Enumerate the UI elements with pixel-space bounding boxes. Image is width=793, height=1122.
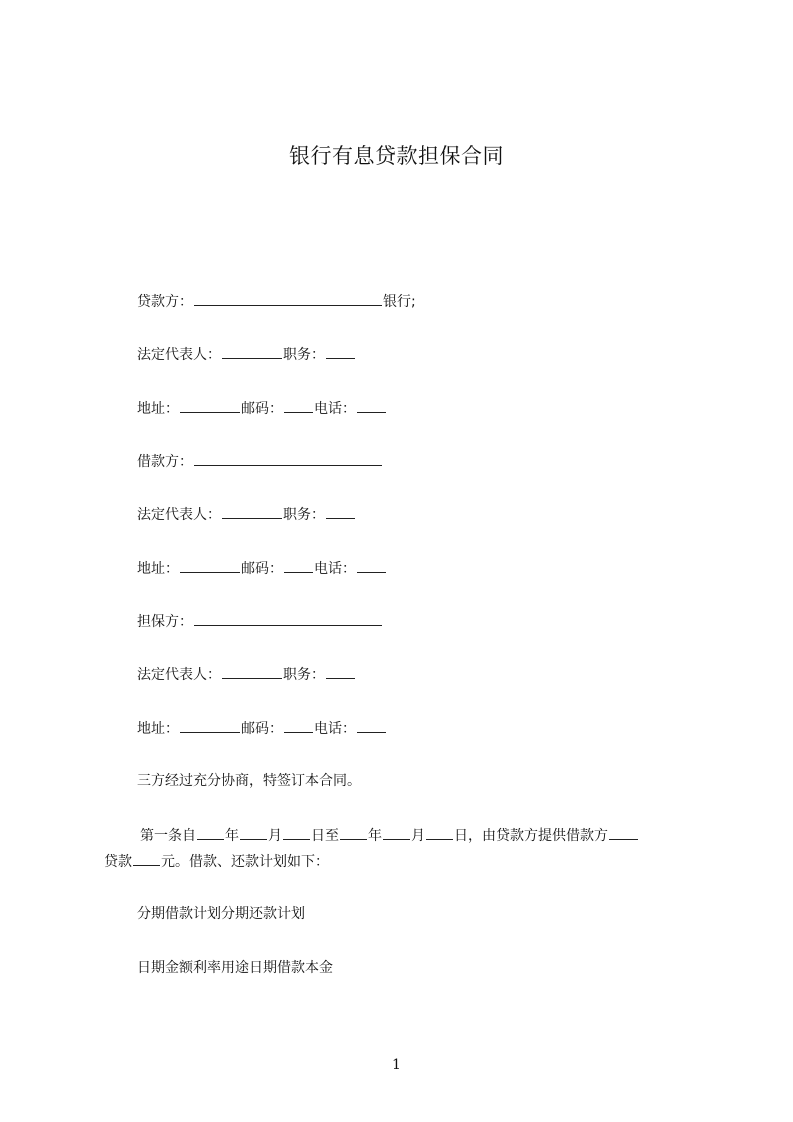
table-heading: 日期金额利率用途日期借款本金 bbox=[137, 960, 333, 976]
borrower-address-blank[interactable] bbox=[180, 558, 240, 573]
article1-month1: 月 bbox=[268, 828, 282, 844]
lender-phone-label: 电话： bbox=[314, 401, 356, 417]
lender-postcode-label: 邮码： bbox=[241, 401, 283, 417]
article1-yuan-tail: 元。借款、还款计划如下： bbox=[161, 854, 329, 870]
lender-line bbox=[137, 291, 416, 312]
plan-heading: 分期借款计划分期还款计划 bbox=[137, 906, 305, 922]
start-year-blank[interactable] bbox=[197, 825, 224, 840]
borrower-rep-label: 法定代表人： bbox=[137, 507, 221, 523]
guarantor-rep-label: 法定代表人： bbox=[137, 667, 221, 683]
document-title: 银行有息贷款担保合同 bbox=[289, 144, 504, 168]
page-number: 1 bbox=[392, 1057, 401, 1073]
lender-address-label: 地址： bbox=[137, 401, 179, 417]
lender-rep-blank[interactable] bbox=[222, 344, 282, 359]
guarantor-label: 担保方： bbox=[137, 614, 193, 630]
article1-line2 bbox=[104, 851, 329, 872]
article1-line1 bbox=[140, 825, 639, 846]
borrower-name-blank[interactable] bbox=[194, 451, 382, 466]
borrower-postcode-blank[interactable] bbox=[284, 558, 313, 573]
guarantor-position-blank[interactable] bbox=[326, 664, 355, 679]
guarantor-phone-blank[interactable] bbox=[357, 718, 386, 733]
guarantor-phone-label: 电话： bbox=[314, 721, 356, 737]
borrower-postcode-label: 邮码： bbox=[241, 561, 283, 577]
end-day-blank[interactable] bbox=[426, 825, 453, 840]
article1-year2: 年 bbox=[368, 828, 382, 844]
lender-suffix: 银行; bbox=[383, 294, 416, 310]
borrower-line bbox=[137, 451, 383, 472]
lender-address-blank[interactable] bbox=[180, 398, 240, 413]
lender-phone-blank[interactable] bbox=[357, 398, 386, 413]
article1-prefix: 第一条自 bbox=[140, 828, 196, 844]
guarantor-position-label: 职务： bbox=[283, 667, 325, 683]
article1-loan: 贷款 bbox=[104, 854, 132, 870]
article1-year1: 年 bbox=[225, 828, 239, 844]
article1-month2: 月 bbox=[411, 828, 425, 844]
lender-label: 贷款方： bbox=[137, 294, 193, 310]
lender-postcode-blank[interactable] bbox=[284, 398, 313, 413]
borrower-position-blank[interactable] bbox=[326, 504, 355, 519]
end-month-blank[interactable] bbox=[383, 825, 410, 840]
borrower-phone-label: 电话： bbox=[314, 561, 356, 577]
borrower-label: 借款方： bbox=[137, 454, 193, 470]
agreement-text: 三方经过充分协商，特签订本合同。 bbox=[137, 773, 361, 789]
guarantor-name-blank[interactable] bbox=[194, 611, 382, 626]
borrower-rep-line bbox=[137, 504, 356, 525]
lender-position-blank[interactable] bbox=[326, 344, 355, 359]
borrower-address-label: 地址： bbox=[137, 561, 179, 577]
guarantor-address-line bbox=[137, 718, 387, 739]
guarantor-postcode-blank[interactable] bbox=[284, 718, 313, 733]
guarantor-rep-blank[interactable] bbox=[222, 664, 282, 679]
guarantor-rep-line bbox=[137, 664, 356, 685]
lender-rep-line bbox=[137, 344, 356, 365]
lender-address-line bbox=[137, 398, 387, 419]
loan-type-blank[interactable] bbox=[609, 825, 638, 840]
guarantor-postcode-label: 邮码： bbox=[241, 721, 283, 737]
borrower-position-label: 职务： bbox=[283, 507, 325, 523]
borrower-rep-blank[interactable] bbox=[222, 504, 282, 519]
start-month-blank[interactable] bbox=[240, 825, 267, 840]
end-year-blank[interactable] bbox=[340, 825, 367, 840]
lender-name-blank[interactable] bbox=[194, 291, 382, 306]
start-day-blank[interactable] bbox=[283, 825, 310, 840]
loan-amount-blank[interactable] bbox=[133, 851, 160, 866]
lender-rep-label: 法定代表人： bbox=[137, 347, 221, 363]
article1-day-end: 日，由贷款方提供借款方 bbox=[454, 828, 608, 844]
lender-position-label: 职务： bbox=[283, 347, 325, 363]
borrower-address-line bbox=[137, 558, 387, 579]
article1-day-to: 日至 bbox=[311, 828, 339, 844]
guarantor-line bbox=[137, 611, 383, 632]
borrower-phone-blank[interactable] bbox=[357, 558, 386, 573]
guarantor-address-label: 地址： bbox=[137, 721, 179, 737]
guarantor-address-blank[interactable] bbox=[180, 718, 240, 733]
